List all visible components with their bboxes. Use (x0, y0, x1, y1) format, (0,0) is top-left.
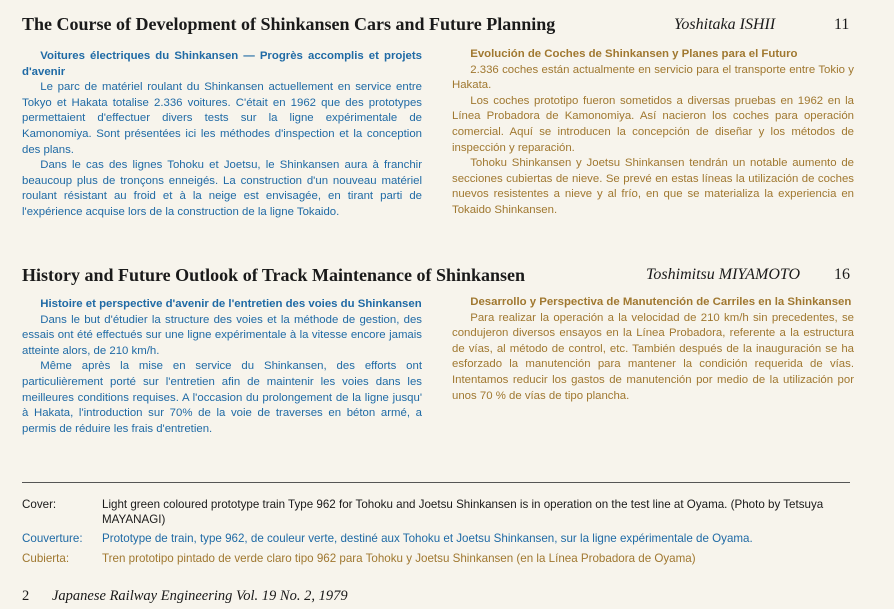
article-1-page: 11 (834, 16, 850, 33)
article-1-title: The Course of Development of Shinkansen Cars and Future Planning (22, 14, 556, 34)
article-2-author: Toshimitsu MIYAMOTO (646, 266, 801, 283)
footer-page-number: 2 (22, 588, 30, 604)
article-2-page: 16 (834, 266, 850, 283)
article-2-spanish-summary (452, 295, 854, 404)
article-1-author: Yoshitaka ISHII (674, 16, 776, 33)
article-2-title: History and Future Outlook of Track Maintenance of Shinkansen (22, 265, 526, 285)
couverture-caption-label: Couverture: (22, 532, 83, 545)
article-1-spanish-heading: Evolución de Coches de Shinkansen y Planes para el Futuro (470, 48, 798, 60)
article-2-spanish-heading: Desarrollo y Perspectiva de Manutención de Carriles en la Shinkansen (470, 296, 852, 308)
divider-rule (22, 482, 850, 483)
article-1-french-summary (22, 49, 422, 221)
article-1-spanish-paragraph: Los coches prototipo fueron sometidos a diversas pruebas en 1962 en la Línea Probadora de Kamonomiya. Así nacieron los coches para operación comercial. Aquí se introducen la concepción de diseñar y los métodos de inspección y reparación. (452, 94, 854, 154)
article-2-french-heading: Histoire et perspective d'avenir de l'entretien des voies du Shinkansen (40, 298, 422, 310)
article-1-spanish-paragraph: 2.336 coches están actualmente en servicio para el transporte entre Tokio y Hakata. (452, 63, 854, 92)
footer-journal: Japanese Railway Engineering Vol. 19 No. 2, 1979 (52, 588, 348, 604)
article-1-french-heading: Voitures électriques du Shinkansen — Progrès accomplis et projets d'avenir (22, 50, 422, 78)
article-1-spanish-paragraph: Tohoku Shinkansen y Joetsu Shinkansen tendrán un notable aumento de secciones cubiertas de nieve. Se prevé en estas líneas la utilización de coches nuevos resistentes a nieve y al frío, en que se materializa la experiencia en Tokaido Shinkansen. (452, 157, 854, 216)
cubierta-caption-text: Tren prototipo pintado de verde claro tipo 962 para Tohoku y Joetsu Shinkansen (en la Línea Probadora de Oyama) (102, 552, 696, 565)
article-1-french-paragraph: Dans le cas des lignes Tohoku et Joetsu, le Shinkansen aura à franchir beaucoup plus de tronçons enneigés. La construction d'un nouveau matériel roulant résistant au froid et à la neige est envisagée, en tirant parti de l'expérience acquise lors de la construction de la ligne Tokaido. (22, 159, 422, 218)
article-1-french-paragraph: Le parc de matériel roulant du Shinkansen actuellement en service entre Tokyo et Hakata totalise 2.336 voitures. C'était en 1962 que des prototypes permettaient d'effectuer divers tests sur la ligne expérimentale de Kamonomiya. Sont présentées ici les méthodes d'inspection et la conception des plans. (22, 81, 422, 156)
cover-caption-text: Light green coloured prototype train Type 962 for Tohoku and Joetsu Shinkansen is in operation on the test line at Oyama. (Photo by Tetsuya MAYANAGI) (102, 498, 824, 526)
cover-caption-label: Cover: (22, 498, 57, 511)
cubierta-caption-label: Cubierta: (22, 552, 70, 565)
article-2-french-paragraph: Dans le but d'étudier la structure des voies et la méthode de gestion, des essais ont été effectués sur une ligne expérimentale à la vitesse encore jamais atteinte alors, de 210 km/h. (22, 313, 422, 357)
couverture-caption-text: Prototype de train, type 962, de couleur verte, destiné aux Tohoku et Joetsu Shinkansen, sur la ligne expérimentale de Oyama. (102, 532, 753, 545)
article-1-spanish-summary (452, 47, 854, 219)
article-2-spanish-paragraph: Para realizar la operación a la velocidad de 210 km/h sin precedentes, se condujeron diversos ensayos en la Línea Probadora, referente a la estructura de vías, al método de control, etc. También después de la inauguración se ha esforzado la manutención para mantener la condición requerida de vías. Intentamos reducir los gastos de manutención por medio de la utilización por unos 70 % de vías de tipo plancha. (452, 311, 854, 402)
article-2-french-summary (22, 297, 422, 437)
article-2-french-paragraph: Même après la mise en service du Shinkansen, des efforts ont particulièrement porté sur l'entretien afin de maintenir les voies dans les meilleures conditions requises. A l'occasion du prolongement de la ligne jusqu' à Hakata, l'introduction sur 70% de la voie de traverses en béton armé, a permis de réduire les frais d'entretien. (22, 360, 422, 435)
